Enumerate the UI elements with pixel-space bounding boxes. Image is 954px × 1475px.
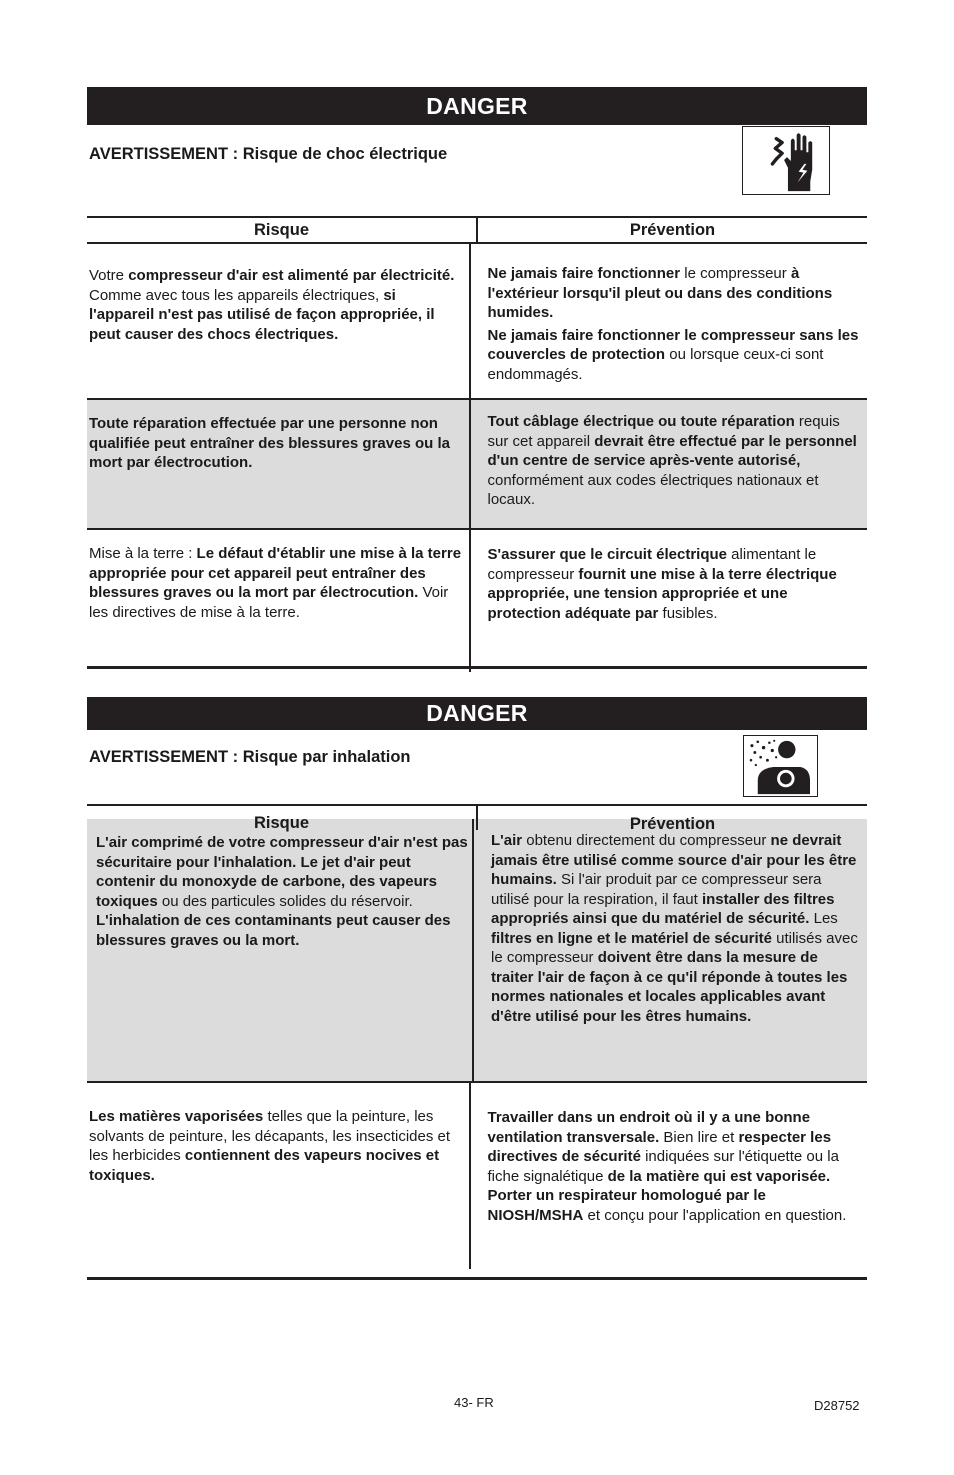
risk-cell: Les matières vaporisées telles que la peinture, les solvants de peinture, les décapants, les insecticides et les herbicides contiennent des vapeurs nocives et toxiques.	[89, 1108, 451, 1184]
table-row	[87, 819, 867, 1083]
prevention-cell	[472, 819, 867, 1081]
paragraph: Travailler dans un endroit où il y a une bonne ventilation transversale. Bien lire et respecter les directives de sécurité indiquées sur l'étiquette ou la fiche signalétique de la matière qui est vaporisée. Porter un respirateur homologué par le NIOSH/MSHA et conçu pour l'application en question.	[487, 1109, 847, 1224]
warning-subheading: AVERTISSEMENT : Risque par inhalation	[89, 748, 411, 766]
page-number: 43- FR	[454, 1395, 494, 1410]
hazard-table-electric	[87, 216, 867, 669]
hazard-table-inhalation	[87, 804, 867, 1280]
table-row	[87, 1083, 867, 1269]
danger-banner: DANGER	[87, 87, 867, 125]
warning-subheading: AVERTISSEMENT : Risque de choc électrique	[89, 145, 448, 163]
paragraph: Ne jamais faire fonctionner le compresseur sans les couvercles de protection ou lorsque ceux-ci sont endommagés.	[487, 326, 859, 383]
header-risk: Risque	[253, 221, 309, 239]
inhalation-hazard-icon	[743, 735, 818, 797]
header-risk: Risque	[253, 814, 309, 832]
paragraph: S'assurer que le circuit électrique alimentant le compresseur fournit une mise à la terre électrique appropriée, une tension appropriée et une protection adéquate par fusibles.	[487, 546, 837, 622]
table-row	[87, 400, 867, 530]
prevention-cell	[469, 244, 868, 398]
risk-cell: Toute réparation effectuée par une personne non qualifiée peut entraîner des blessures graves ou la mort par électrocution.	[89, 415, 450, 471]
risk-cell: Mise à la terre : Le défaut d'établir une mise à la terre appropriée pour cet appareil peut entraîner des blessures graves ou la mort par électrocution. Voir les directives de mise à la terre.	[89, 545, 462, 621]
prevention-cell	[469, 530, 868, 672]
prevention-cell	[469, 1083, 868, 1269]
electric-shock-hand-icon	[742, 126, 830, 195]
header-prevention: Prévention	[476, 806, 867, 830]
risk-cell: L'air comprimé de votre compresseur d'air n'est pas sécuritaire pour l'inhalation. Le jet d'air peut contenir du monoxyde de carbone, des vapeurs toxiques ou des particules solides du réservoir. L'inhalation de ces contaminants peut causer des blessures graves ou la mort.	[96, 834, 468, 949]
table-header	[87, 218, 867, 244]
prevention-cell	[469, 400, 868, 528]
table-row	[87, 244, 867, 400]
paragraph: Ne jamais faire fonctionner le compresseur à l'extérieur lorsqu'il pleut ou dans des conditions humides.	[487, 265, 833, 321]
paragraph: Tout câblage électrique ou toute réparation requis sur cet appareil devrait être effectué par le personnel d'un centre de service après-vente autorisé, conformément aux codes électriques nationaux et locaux.	[487, 413, 857, 508]
paragraph: L'air obtenu directement du compresseur ne devrait jamais être utilisé comme source d'air pour les être humains. Si l'air produit par ce compresseur sera utilisé pour la respiration, il faut installer des filtres appropriés ainsi que du matériel de sécurité. Les filtres en ligne et le matériel de sécurité utilisés avec le compresseur doivent être dans la mesure de traiter l'air de façon à ce qu'il réponde à toutes les normes nationales et locales applicables avant d'être utilisé pour les êtres humains.	[491, 832, 858, 1025]
table-row	[87, 530, 867, 672]
risk-cell: Votre compresseur d'air est alimenté par électricité. Comme avec tous les appareils électriques, si l'appareil n'est pas utilisé de façon appropriée, il peut causer des chocs électriques.	[89, 267, 455, 343]
header-prevention: Prévention	[476, 218, 867, 242]
danger-banner: DANGER	[87, 697, 867, 730]
document-code: D28752	[814, 1398, 860, 1413]
